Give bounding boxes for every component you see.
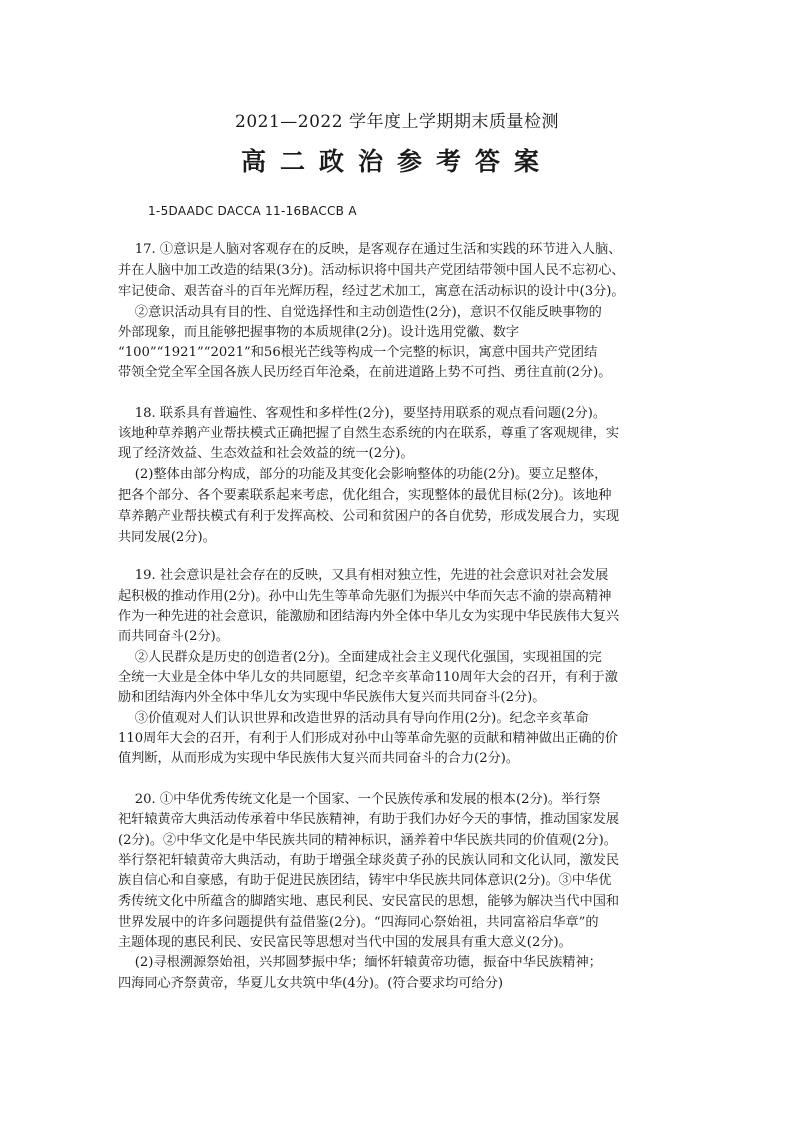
answer-line: 起积极的推动作用(2分)。孙中山先生等革命先驱们为振兴中华而矢志不渝的崇高精神 <box>118 589 612 604</box>
answer-line: 四海同心齐祭黄帝，华夏儿女共筑中华(4分)。(符合要求均可给分) <box>118 976 504 991</box>
answer-line: (2分)。②中华文化是中华民族共同的精神标识，涵养着中华民族共同的价值观(2分)。 <box>118 833 617 848</box>
answer-line: 共同发展(2分)。 <box>118 530 216 545</box>
answer-line: 而共同奋斗(2分)。 <box>118 629 229 644</box>
answer-line: ②意识活动具有目的性、自觉选择性和主动创造性(2分)，意识不仅能反映事物的 <box>118 305 602 320</box>
answer-line: 现了经济效益、生态效益和社会效益的统一(2分)。 <box>118 446 414 461</box>
answer-line: 主题体现的惠民利民、安民富民等思想对当代中国的发展具有重大意义(2分)。 <box>118 935 572 950</box>
answer-line: 带领全党全军全国各族人民历经百年沧桑，在前进道路上势不可挡、勇往直前(2分)。 <box>118 365 612 380</box>
answer-line: 17. ①意识是人脑对客观存在的反映，是客观存在通过生活和实践的环节进入人脑、 <box>118 242 622 257</box>
multiple-choice-answers: 1-5DAADC DACCA 11-16BACCB A <box>148 204 357 218</box>
document-subtitle: 高二政治参考答案 <box>240 147 553 176</box>
answer-line: 110周年大会的召开，有利于人们形成对孙中山等革命先驱的贡献和精神做出正确的价 <box>118 731 618 746</box>
answer-line: ③价值观对人们认识世界和改造世界的活动具有导向作用(2分)。纪念辛亥革命 <box>118 711 589 726</box>
answer-line: 牢记使命、艰苦奋斗的百年光辉历程，经过艺术加工，寓意在活动标识的设计中(3分)。 <box>118 284 625 299</box>
answer-line: 外部现象，而且能够把握事物的本质规律(2分)。设计选用党徽、数字 <box>118 325 520 340</box>
answer-line: 祀轩辕黄帝大典活动传承着中华民族精神，有助于我们办好今天的事情，推动国家发展 <box>118 812 620 827</box>
answer-line: 世界发展中的许多问题提供有益借鉴(2分)。“四海同心祭始祖，共同富裕启华章”的 <box>118 915 599 930</box>
answer-line: 18. 联系具有普遍性、客观性和多样性(2分)，要坚持用联系的观点看问题(2分)。 <box>118 406 607 421</box>
answer-line: “100”“1921”“2021”和56根光芒线等构成一个完整的标识，寓意中国共产党团结 <box>118 345 598 360</box>
answer-line: 20. ①中华优秀传统文化是一个国家、一个民族传承和发展的根本(2分)。举行祭 <box>118 792 601 807</box>
answer-line: 全统一大业是全体中华儿女的共同愿望，纪念辛亥革命110周年大会的召开，有利于激 <box>118 670 618 685</box>
answer-line: ②人民群众是历史的创造者(2分)。全面建成社会主义现代化强国，实现祖国的完 <box>118 650 602 665</box>
answer-line: 19. 社会意识是社会存在的反映，又具有相对独立性，先进的社会意识对社会发展 <box>118 568 609 583</box>
answer-line: 值判断，从而形成为实现中华民族伟大复兴而共同奋斗的合力(2分)。 <box>118 751 520 766</box>
answer-line: 举行祭祀轩辕黄帝大典活动，有助于增强全球炎黄子孙的民族认同和文化认同，激发民 <box>118 853 620 868</box>
answer-line: 励和团结海内外全体中华儿女为实现中华民族伟大复兴而共同奋斗(2分)。 <box>118 690 546 705</box>
answer-line: (2)整体由部分构成，部分的功能及其变化会影响整体的功能(2分)。要立足整体， <box>118 467 608 482</box>
answer-line: 草养鹅产业帮扶模式有利于发挥高校、公司和贫困户的各自优势，形成发展合力，实现 <box>118 509 620 524</box>
answer-line: 秀传统文化中所蕴含的脚踏实地、惠民利民、安民富民的思想，能够为解决当代中国和 <box>118 894 620 909</box>
exam-title: 2021—2022 学年度上学期期末质量检测 <box>235 112 559 132</box>
answer-line: 把各个部分、各个要素联系起来考虑，优化组合，实现整体的最优目标(2分)。该地种 <box>118 488 612 503</box>
answer-line: 并在人脑中加工改造的结果(3分)。活动标识将中国共产党团结带领中国人民不忘初心、 <box>118 263 625 278</box>
answer-line: 作为一种先进的社会意识，能激励和团结海内外全体中华儿女为实现中华民族伟大复兴 <box>118 609 620 624</box>
answer-line: 该地种草养鹅产业帮扶模式正确把握了自然生态系统的内在联系，尊重了客观规律，实 <box>118 426 620 441</box>
answer-line: 族自信心和自豪感，有助于促进民族团结，铸牢中华民族共同体意识(2分)。③中华优 <box>118 873 612 888</box>
answer-line: (2)寻根溯源祭始祖，兴邦圆梦振中华；缅怀轩辕黄帝功德，振奋中华民族精神； <box>118 955 602 970</box>
